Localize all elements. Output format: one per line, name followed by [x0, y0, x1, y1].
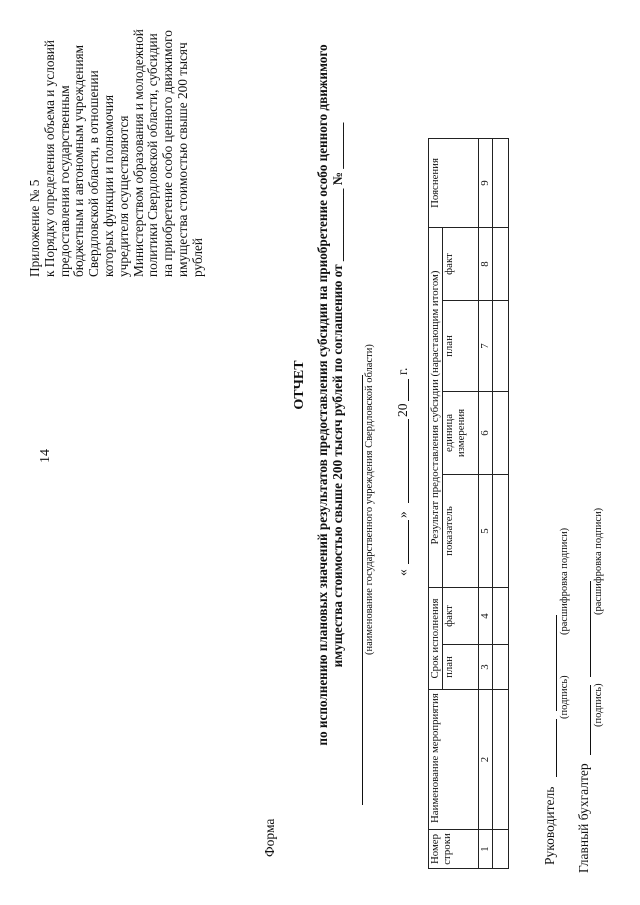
- table-header-row: [429, 139, 443, 869]
- accountant-signature-caption: (подпись): [593, 683, 604, 727]
- report-subtitle-line-2: имущества стоимостью свыше 200 тысяч рублей по соглашению от ___________ № _______: [330, 122, 345, 668]
- accountant-decryption-caption: (расшифровка подписи): [593, 507, 604, 615]
- appendix-line: Свердловской области, в отношении: [86, 70, 102, 277]
- table-cell: [493, 690, 509, 830]
- column-number-cell: 5: [479, 475, 493, 588]
- header-event-name: Наименование мероприятия: [429, 690, 479, 830]
- table-cell: [493, 830, 509, 869]
- column-number-cell: 9: [479, 139, 493, 228]
- accountant-label: Главный бухгалтер: [576, 763, 591, 873]
- appendix-line: Приложение № 5: [27, 179, 42, 277]
- header-indicator: показатель: [443, 475, 479, 588]
- accountant-signature-line: [590, 685, 591, 755]
- date-year-blank: [408, 379, 409, 401]
- date-year-suffix: г.: [395, 367, 410, 375]
- table-cell: [493, 475, 509, 588]
- form-label: Форма: [262, 818, 277, 857]
- accountant-decryption-line: [590, 581, 591, 677]
- header-deadline-group: Срок исполнения: [429, 588, 443, 690]
- institution-name-line: [362, 375, 363, 805]
- head-decryption-caption: (расшифровка подписи): [559, 527, 570, 635]
- appendix-line: которых функции и полномочия: [100, 94, 116, 277]
- table-cell: [493, 301, 509, 392]
- head-signature-line: [556, 719, 557, 777]
- column-number-cell: 8: [479, 228, 493, 301]
- date-day-blank: [408, 520, 409, 564]
- date-year-prefix: 20: [395, 403, 410, 417]
- column-number-cell: 3: [479, 645, 493, 690]
- header-row-number: Номер строки: [429, 830, 479, 869]
- appendix-line: предоставления государственным: [56, 85, 72, 277]
- column-number-cell: 2: [479, 690, 493, 830]
- appendix-line: к Порядку определения объема и условий: [41, 39, 57, 277]
- header-unit: единица измерения: [443, 392, 479, 475]
- appendix-line: Министерством образования и молодежной: [130, 29, 146, 277]
- table-cell: [493, 645, 509, 690]
- date-open-quote: «: [395, 569, 410, 576]
- header-deadline-plan: план: [443, 645, 479, 690]
- head-label: Руководитель: [542, 786, 557, 865]
- head-decryption-line: [556, 615, 557, 711]
- date-close-quote: »: [395, 511, 410, 518]
- appendix-line: бюджетным и автономным учреждениям: [71, 44, 87, 277]
- date-month-blank: [408, 419, 409, 503]
- appendix-block: [28, 12, 206, 277]
- column-number-cell: 7: [479, 301, 493, 392]
- header-result-fact: факт: [443, 228, 479, 301]
- header-deadline-fact: факт: [443, 588, 479, 645]
- appendix-line: на приобретение особо ценного движимого: [160, 30, 176, 277]
- table-cell: [493, 228, 509, 301]
- report-table: [428, 138, 509, 869]
- appendix-line: учредителя осуществляются: [115, 115, 131, 277]
- column-number-cell: 1: [479, 830, 493, 869]
- report-subtitle-line-1: по исполнению плановых значений результатов предоставления субсидии на приобретение особо ценного движимого: [315, 44, 330, 746]
- column-number-cell: 6: [479, 392, 493, 475]
- report-title: ОТЧЕТ: [292, 360, 307, 410]
- table-column-numbers-row: [479, 139, 493, 869]
- column-number-cell: 4: [479, 588, 493, 645]
- header-result-plan: план: [443, 301, 479, 392]
- appendix-line: политики Свердловской области, субсидии: [145, 33, 161, 277]
- header-result-group: Результат предоставления субсидии (нарастающим итогом): [429, 228, 443, 588]
- table-cell: [493, 139, 509, 228]
- page-number: 14: [38, 449, 53, 463]
- header-notes: Пояснения: [429, 139, 479, 228]
- table-cell: [493, 588, 509, 645]
- institution-caption: (наименование государственного учреждения Свердловской области): [364, 344, 375, 655]
- head-signature-caption: (подпись): [559, 675, 570, 719]
- appendix-line: имущества стоимостью свыше 200 тысяч: [174, 42, 190, 277]
- appendix-line: рублей: [189, 237, 205, 277]
- table-cell: [493, 392, 509, 475]
- table-row: [493, 139, 509, 869]
